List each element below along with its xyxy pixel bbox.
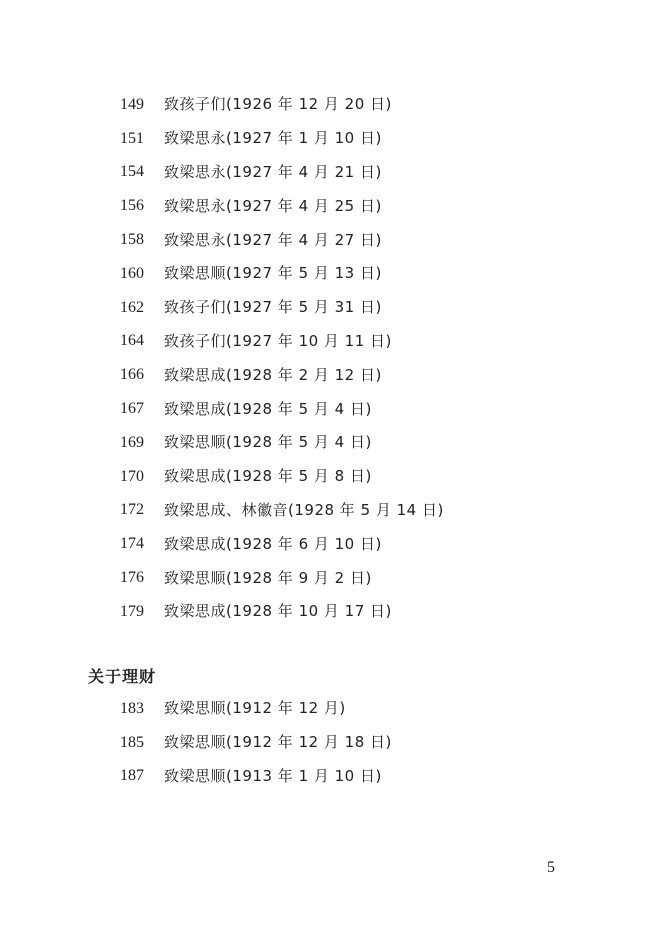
toc-entry-title: 致梁思成、林徽音(1928 年 5 月 14 日) (164, 500, 444, 519)
toc-entry-page: 149 (120, 95, 144, 113)
toc-entry (120, 494, 620, 528)
toc-entry (120, 392, 620, 426)
page-number: 5 (547, 859, 555, 876)
toc-entry-title: 致梁思顺(1912 年 12 月) (164, 699, 346, 718)
toc-entry (120, 527, 620, 561)
toc-list (120, 88, 620, 629)
toc-entry-title: 致梁思顺(1927 年 5 月 13 日) (164, 264, 382, 283)
toc-entry-page: 183 (120, 699, 144, 717)
toc-entry-page: 169 (120, 433, 144, 451)
toc-entry-page: 162 (120, 298, 144, 316)
toc-entry (120, 561, 620, 595)
toc-entry-title: 致梁思顺(1928 年 5 月 4 日) (164, 433, 372, 452)
toc-entry-page: 154 (120, 163, 144, 181)
toc-entry (120, 122, 620, 156)
toc-entry-page: 179 (120, 602, 144, 620)
toc-entry-page: 176 (120, 569, 144, 587)
toc-entry (120, 325, 620, 359)
toc-entry-page: 151 (120, 129, 144, 147)
toc-entry-title: 致梁思成(1928 年 5 月 4 日) (164, 399, 372, 418)
toc-entry-title: 致梁思成(1928 年 2 月 12 日) (164, 365, 382, 384)
toc-entry-page: 174 (120, 535, 144, 553)
toc-entry-page: 160 (120, 264, 144, 282)
toc-entry-page: 167 (120, 400, 144, 418)
toc-entry-title: 致梁思顺(1928 年 9 月 2 日) (164, 568, 372, 587)
toc-entry-page: 166 (120, 366, 144, 384)
toc-entry-title: 致孩子们(1927 年 5 月 31 日) (164, 298, 382, 317)
toc-entry-title: 致梁思顺(1913 年 1 月 10 日) (164, 766, 382, 785)
toc-entry-title: 致梁思成(1928 年 6 月 10 日) (164, 534, 382, 553)
toc-entry-title: 致梁思顺(1912 年 12 月 18 日) (164, 733, 392, 752)
toc-entry (120, 88, 620, 122)
toc-entry-title: 致梁思成(1928 年 5 月 8 日) (164, 467, 372, 486)
section-heading: 关于理财 (88, 667, 157, 686)
toc-entry (120, 291, 620, 325)
toc-entry (120, 189, 620, 223)
toc-entry-title: 致梁思永(1927 年 4 月 25 日) (164, 196, 382, 215)
toc-entry (120, 760, 620, 794)
toc-entry (120, 358, 620, 392)
toc-entry (120, 223, 620, 257)
toc-entry-page: 158 (120, 231, 144, 249)
toc-entry-page: 156 (120, 197, 144, 215)
toc-entry-title: 致梁思成(1928 年 10 月 17 日) (164, 602, 392, 621)
toc-list-finance (120, 692, 620, 793)
toc-entry-title: 致孩子们(1926 年 12 月 20 日) (164, 95, 392, 114)
toc-entry-page: 170 (120, 467, 144, 485)
toc-entry-title: 致孩子们(1927 年 10 月 11 日) (164, 331, 392, 350)
toc-entry (120, 726, 620, 760)
toc-entry (120, 257, 620, 291)
toc-entry-page: 164 (120, 332, 144, 350)
toc-entry-page: 187 (120, 767, 144, 785)
toc-entry (120, 426, 620, 460)
toc-entry-title: 致梁思永(1927 年 4 月 27 日) (164, 230, 382, 249)
toc-entry (120, 595, 620, 629)
toc-entry (120, 692, 620, 726)
toc-entry-page: 172 (120, 501, 144, 519)
toc-entry-title: 致梁思永(1927 年 4 月 21 日) (164, 162, 382, 181)
toc-entry-page: 185 (120, 733, 144, 751)
toc-entry (120, 156, 620, 190)
toc-entry-title: 致梁思永(1927 年 1 月 10 日) (164, 129, 382, 148)
toc-entry (120, 460, 620, 494)
